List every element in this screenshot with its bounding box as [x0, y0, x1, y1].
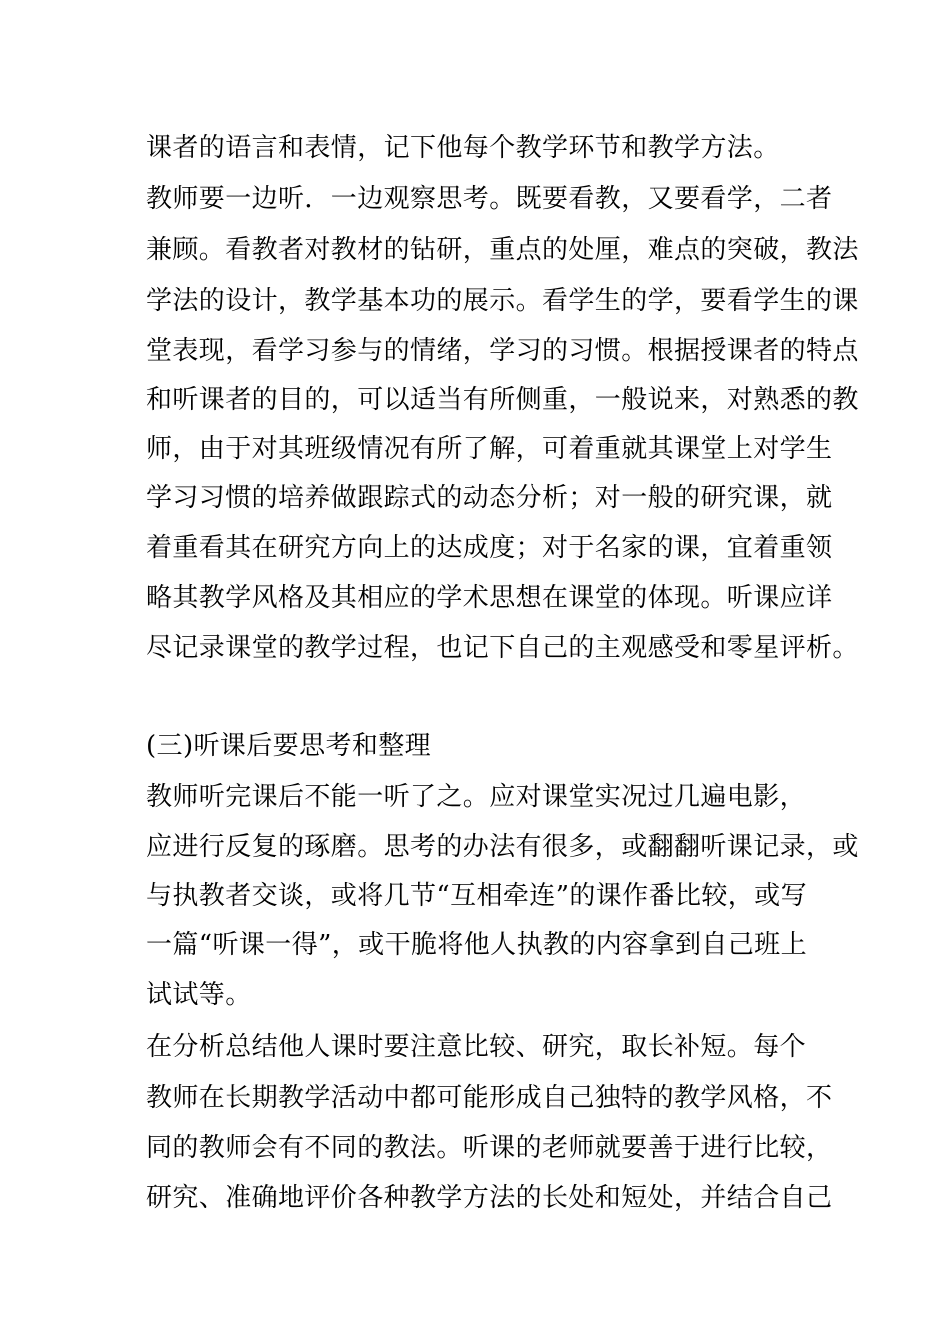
text-line: 兼顾。看教者对教材的钻研，重点的处厘，难点的突破，教法	[146, 235, 859, 265]
text-line: 一篇“听课一得”，或干脆将他人执教的内容拿到自己班上	[146, 930, 807, 960]
text-line: 与执教者交谈，或将几节“互相牵连”的课作番比较，或写	[146, 881, 807, 911]
text-line: 试试等。	[146, 980, 252, 1010]
text-line: 教师听完课后不能一听了之。应对课堂实况过几遍电影，	[146, 782, 807, 812]
text-line: 应进行反复的琢磨。思考的办法有很多，或翻翻听课记录，或	[146, 832, 859, 862]
text-line: 着重看其在研究方向上的达成度；对于名家的课，宜着重领	[146, 533, 833, 563]
text-line: 教师在长期教学活动中都可能形成自己独特的教学风格，不	[146, 1083, 833, 1113]
text-line: 堂表现，看学习参与的情绪，学习的习惯。根据授课者的特点	[146, 336, 859, 366]
text-line: 同的教师会有不同的教法。听课的老师就要善于进行比较，	[146, 1133, 833, 1163]
text-line: 略其教学风格及其相应的学术思想在课堂的体现。听课应详	[146, 583, 833, 613]
section-heading: (三)听课后要思考和整理	[146, 731, 432, 761]
text-line: 学法的设计，教学基本功的展示。看学生的学，要看学生的课	[146, 286, 859, 316]
text-line: 课者的语言和表情，记下他每个教学环节和教学方法。	[146, 133, 780, 163]
text-line: 尽记录课堂的教学过程，也记下自己的主观感受和零星评析。	[146, 633, 859, 663]
text-line: 学习习惯的培养做跟踪式的动态分析；对一般的研究课，就	[146, 483, 833, 513]
text-line: 教师要一边听．一边观察思考。既要看教，又要看学，二者	[146, 184, 833, 214]
text-line: 在分析总结他人课时要注意比较、研究，取长补短。每个	[146, 1032, 807, 1062]
text-line: 师，由于对其班级情况有所了解，可着重就其课堂上对学生	[146, 434, 833, 464]
text-line: 和听课者的目的，可以适当有所侧重，一般说来，对熟悉的教	[146, 385, 859, 415]
text-line: 研究、准确地评价各种教学方法的长处和短处，并结合自己	[146, 1183, 833, 1213]
